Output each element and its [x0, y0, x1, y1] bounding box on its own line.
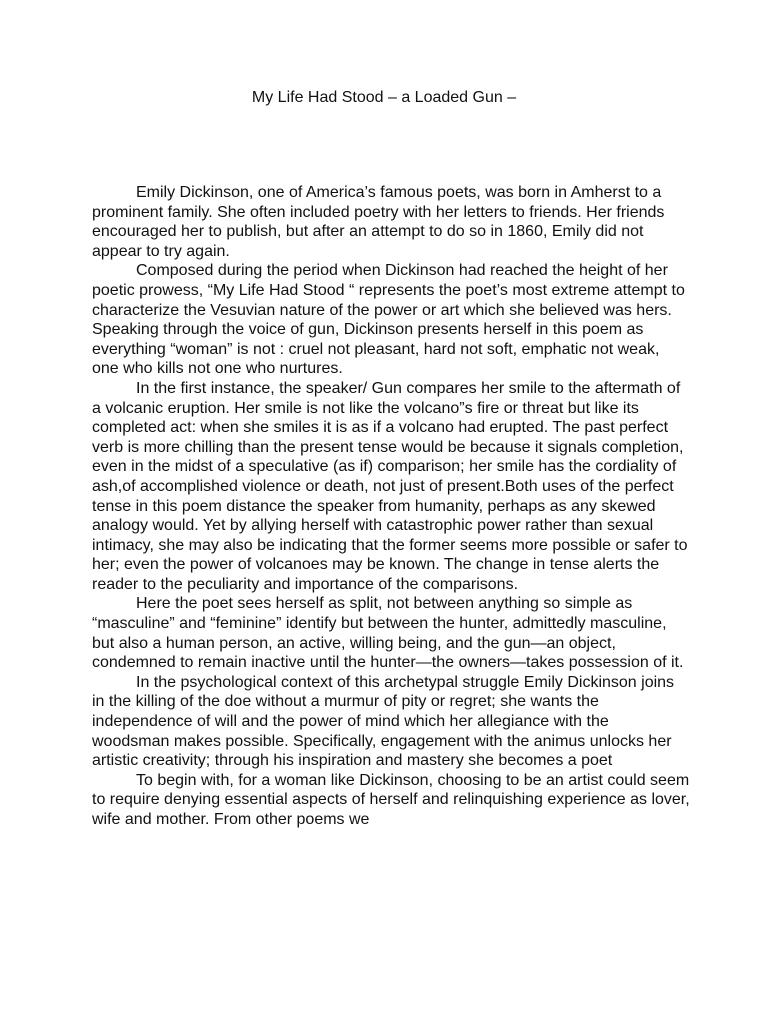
- document-title: My Life Had Stood – a Loaded Gun –: [251, 89, 517, 106]
- paragraph: To begin with, for a woman like Dickinson, choosing to be an artist could seem to require denying essential aspects of herself and relinquishing experience as lover, wife and mother. From other poems we: [92, 771, 690, 828]
- paragraph: Here the poet sees herself as split, not between anything so simple as “masculine” and “feminine” identify but between the hunter, admittedly masculine, but also a human person, an active, willing being, and the gun—an object, condemned to remain inactive until the hunter—the owners—takes possession of it.: [92, 595, 684, 672]
- paragraph: Composed during the period when Dickinson had reached the height of her poetic prowess, “My Life Had Stood “ represents the poet’s most extreme attempt to characterize the Vesuvian nature of the power or art which she believed was hers. Speaking through the voice of gun, Dickinson presents herself in this poem as everything “woman” is not : cruel not pleasant, hard not soft, emphatic not weak, one who kills not one who nurtures.: [92, 262, 685, 378]
- document-body: [92, 183, 690, 830]
- paragraph: In the first instance, the speaker/ Gun compares her smile to the aftermath of a volcanic eruption. Her smile is not like the volcano”s fire or threat but like its completed act: when she smiles it is as if a volcano had erupted. The past perfect verb is more chilling than the present tense would be because it signals completion, even in the midst of a speculative (as if) comparison; her smile has the cordiality of ash,of accomplished violence or death, not just of present.Both uses of the perfect tense in this poem distance the speaker from humanity, perhaps as any skewed analogy would. Yet by allying herself with catastrophic power rather than sexual intimacy, she may also be indicating that the former seems more possible or safer to her; even the power of volcanoes may be known. The change in tense alerts the reader to the peculiarity and importance of the comparisons.: [92, 379, 688, 593]
- paragraph: Emily Dickinson, one of America’s famous poets, was born in Amherst to a prominent family. She often included poetry with her letters to friends. Her friends encouraged her to publish, but after an attempt to do so in 1860, Emily did not appear to try again.: [92, 184, 665, 260]
- paragraph: In the psychological context of this archetypal struggle Emily Dickinson joins in the killing of the doe without a murmur of pity or regret; she wants the independence of will and the power of mind which her allegiance with the woodsman makes possible. Specifically, engagement with the animus unlocks her artistic creativity; through his inspiration and mastery she becomes a poet: [92, 673, 675, 770]
